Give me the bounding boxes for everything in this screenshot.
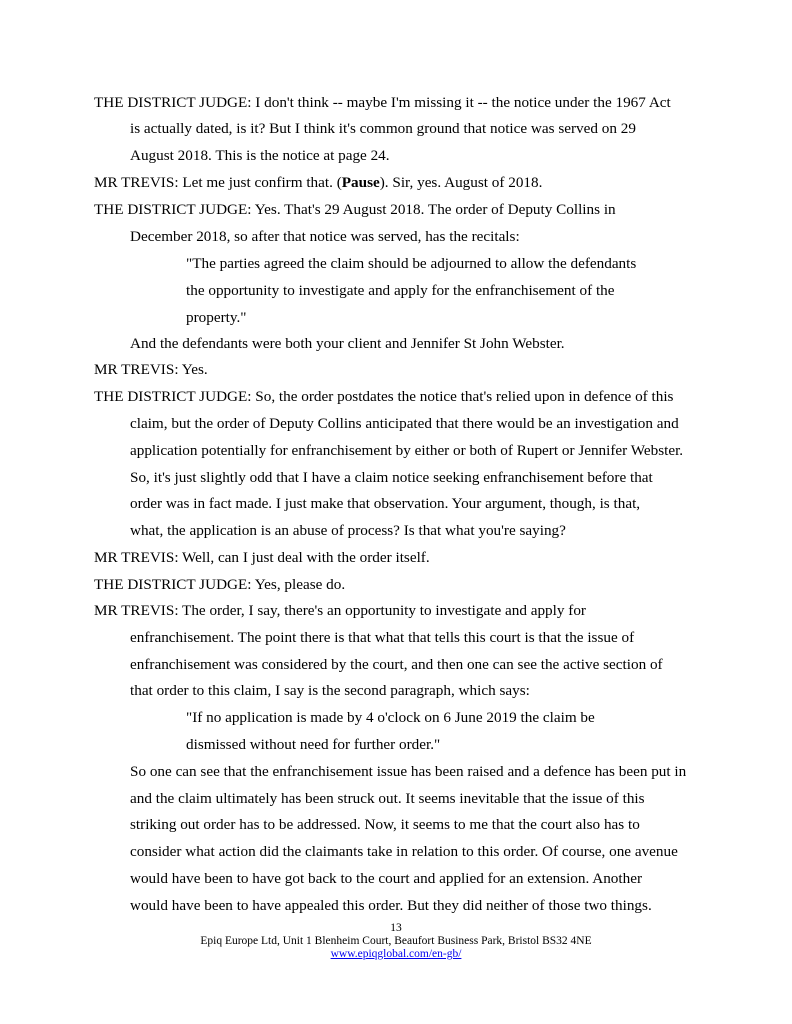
transcript-line: what, the application is an abuse of process? Is that what you're saying? [130, 522, 566, 539]
transcript-line: MR TREVIS: Yes. [94, 361, 208, 378]
transcript-line: MR TREVIS: Well, can I just deal with the order itself. [94, 549, 430, 566]
transcript-line: and the claim ultimately has been struck out. It seems inevitable that the issue of this [130, 790, 645, 807]
quoted-recital-line: property." [186, 309, 247, 326]
transcript-line [94, 174, 542, 192]
transcript-line: that order to this claim, I say is the second paragraph, which says: [130, 682, 530, 699]
transcript-line: would have been to have appealed this order. But they did neither of those two things. [130, 897, 652, 914]
transcript-line: December 2018, so after that notice was served, has the recitals: [130, 228, 520, 245]
transcript-line: enfranchisement was considered by the court, and then one can see the active section of [130, 656, 663, 673]
quoted-recital-line: the opportunity to investigate and apply for the enfranchisement of the [186, 282, 615, 299]
transcript-line: consider what action did the claimants take in relation to this order. Of course, one avenue [130, 843, 678, 860]
company-address: Epiq Europe Ltd, Unit 1 Blenheim Court, Beaufort Business Park, Bristol BS32 4NE [200, 935, 592, 947]
transcript-line: THE DISTRICT JUDGE: Yes, please do. [94, 576, 346, 593]
transcript-line: would have been to have got back to the court and applied for an extension. Another [130, 870, 642, 887]
speaker-text: MR TREVIS: Let me just confirm that. ( [94, 174, 342, 191]
transcript-line: order was in fact made. I just make that observation. Your argument, though, is that, [130, 495, 641, 512]
transcript-line: THE DISTRICT JUDGE: So, the order postdates the notice that's relied upon in defence of this [94, 388, 674, 405]
transcript-line: is actually dated, is it? But I think it's common ground that notice was served on 29 [130, 120, 636, 137]
transcript-line: August 2018. This is the notice at page 24. [130, 147, 390, 164]
transcript-line: THE DISTRICT JUDGE: Yes. That's 29 August 2018. The order of Deputy Collins in [94, 201, 616, 218]
transcript-line: So, it's just slightly odd that I have a claim notice seeking enfranchisement before that [130, 469, 653, 486]
transcript-line: claim, but the order of Deputy Collins anticipated that there would be an investigation and [130, 415, 679, 432]
transcript-line: enfranchisement. The point there is that what that tells this court is that the issue of [130, 629, 635, 646]
website-line [0, 948, 792, 961]
transcript-line: And the defendants were both your client and Jennifer St John Webster. [130, 335, 565, 352]
quoted-recital-line: "The parties agreed the claim should be adjourned to allow the defendants [186, 255, 637, 272]
transcript-line: MR TREVIS: The order, I say, there's an opportunity to investigate and apply for [94, 602, 586, 619]
speaker-text: ). Sir, yes. August of 2018. [379, 174, 543, 191]
transcript-line: THE DISTRICT JUDGE: I don't think -- maybe I'm missing it -- the notice under the 1967 Act [94, 94, 671, 111]
transcript-line: striking out order has to be addressed. Now, it seems to me that the court also has to [130, 816, 640, 833]
stage-direction: Pause [341, 174, 380, 191]
transcript-line: application potentially for enfranchisement by either or both of Rupert or Jennifer Webster. [130, 442, 684, 459]
website-link[interactable]: www.epiqglobal.com/en-gb/ [330, 948, 462, 960]
quoted-order-line: dismissed without need for further order." [186, 736, 441, 753]
page-number: 13 [390, 922, 402, 934]
quoted-order-line: "If no application is made by 4 o'clock on 6 June 2019 the claim be [186, 709, 595, 726]
transcript-line: So one can see that the enfranchisement issue has been raised and a defence has been put in [130, 763, 687, 780]
